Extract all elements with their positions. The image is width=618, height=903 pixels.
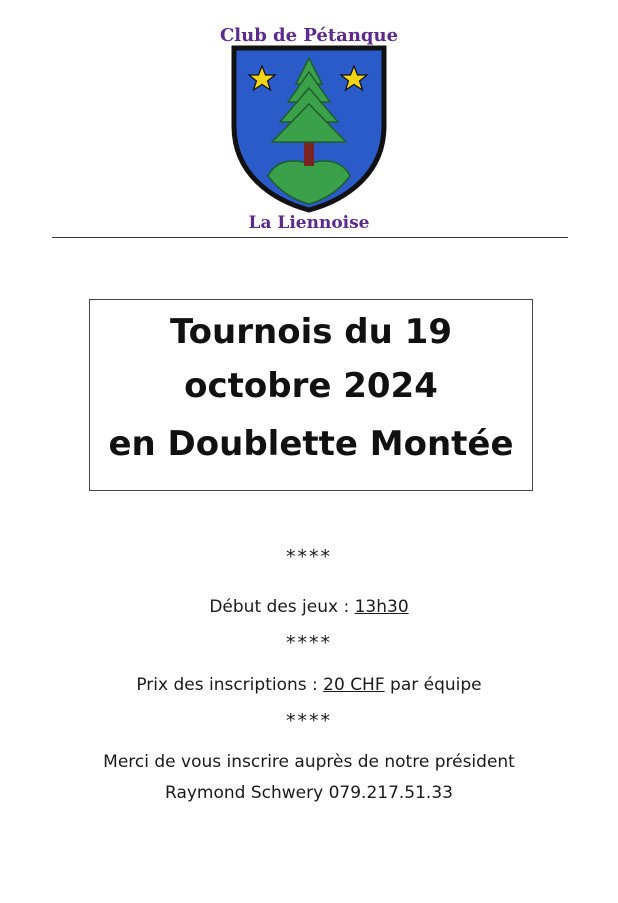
fee-amount: 20 CHF [323,675,385,695]
title-line-3: en Doublette Montée [108,424,514,464]
fee-line [0,675,618,695]
contact-line: Raymond Schwery 079.217.51.33 [165,783,453,803]
register-line: Merci de vous inscrire auprès de notre président [103,752,515,772]
separator: **** [286,546,332,568]
title-line-1: Tournois du 19 [170,312,452,352]
club-name: Club de Pétanque [219,25,399,46]
start-time-line [0,597,618,617]
separator: **** [286,632,332,654]
title-box [89,299,533,491]
title-line-2: octobre 2024 [184,366,438,406]
fee-label: Prix des inscriptions : [136,675,324,695]
fee-suffix: par équipe [384,675,482,695]
start-label: Début des jeux : [209,597,355,617]
start-time: 13h30 [354,597,409,617]
coat-of-arms-logo [228,44,390,214]
club-place: La Liennoise [248,213,370,233]
header-divider [52,237,568,238]
separator: **** [286,710,332,732]
